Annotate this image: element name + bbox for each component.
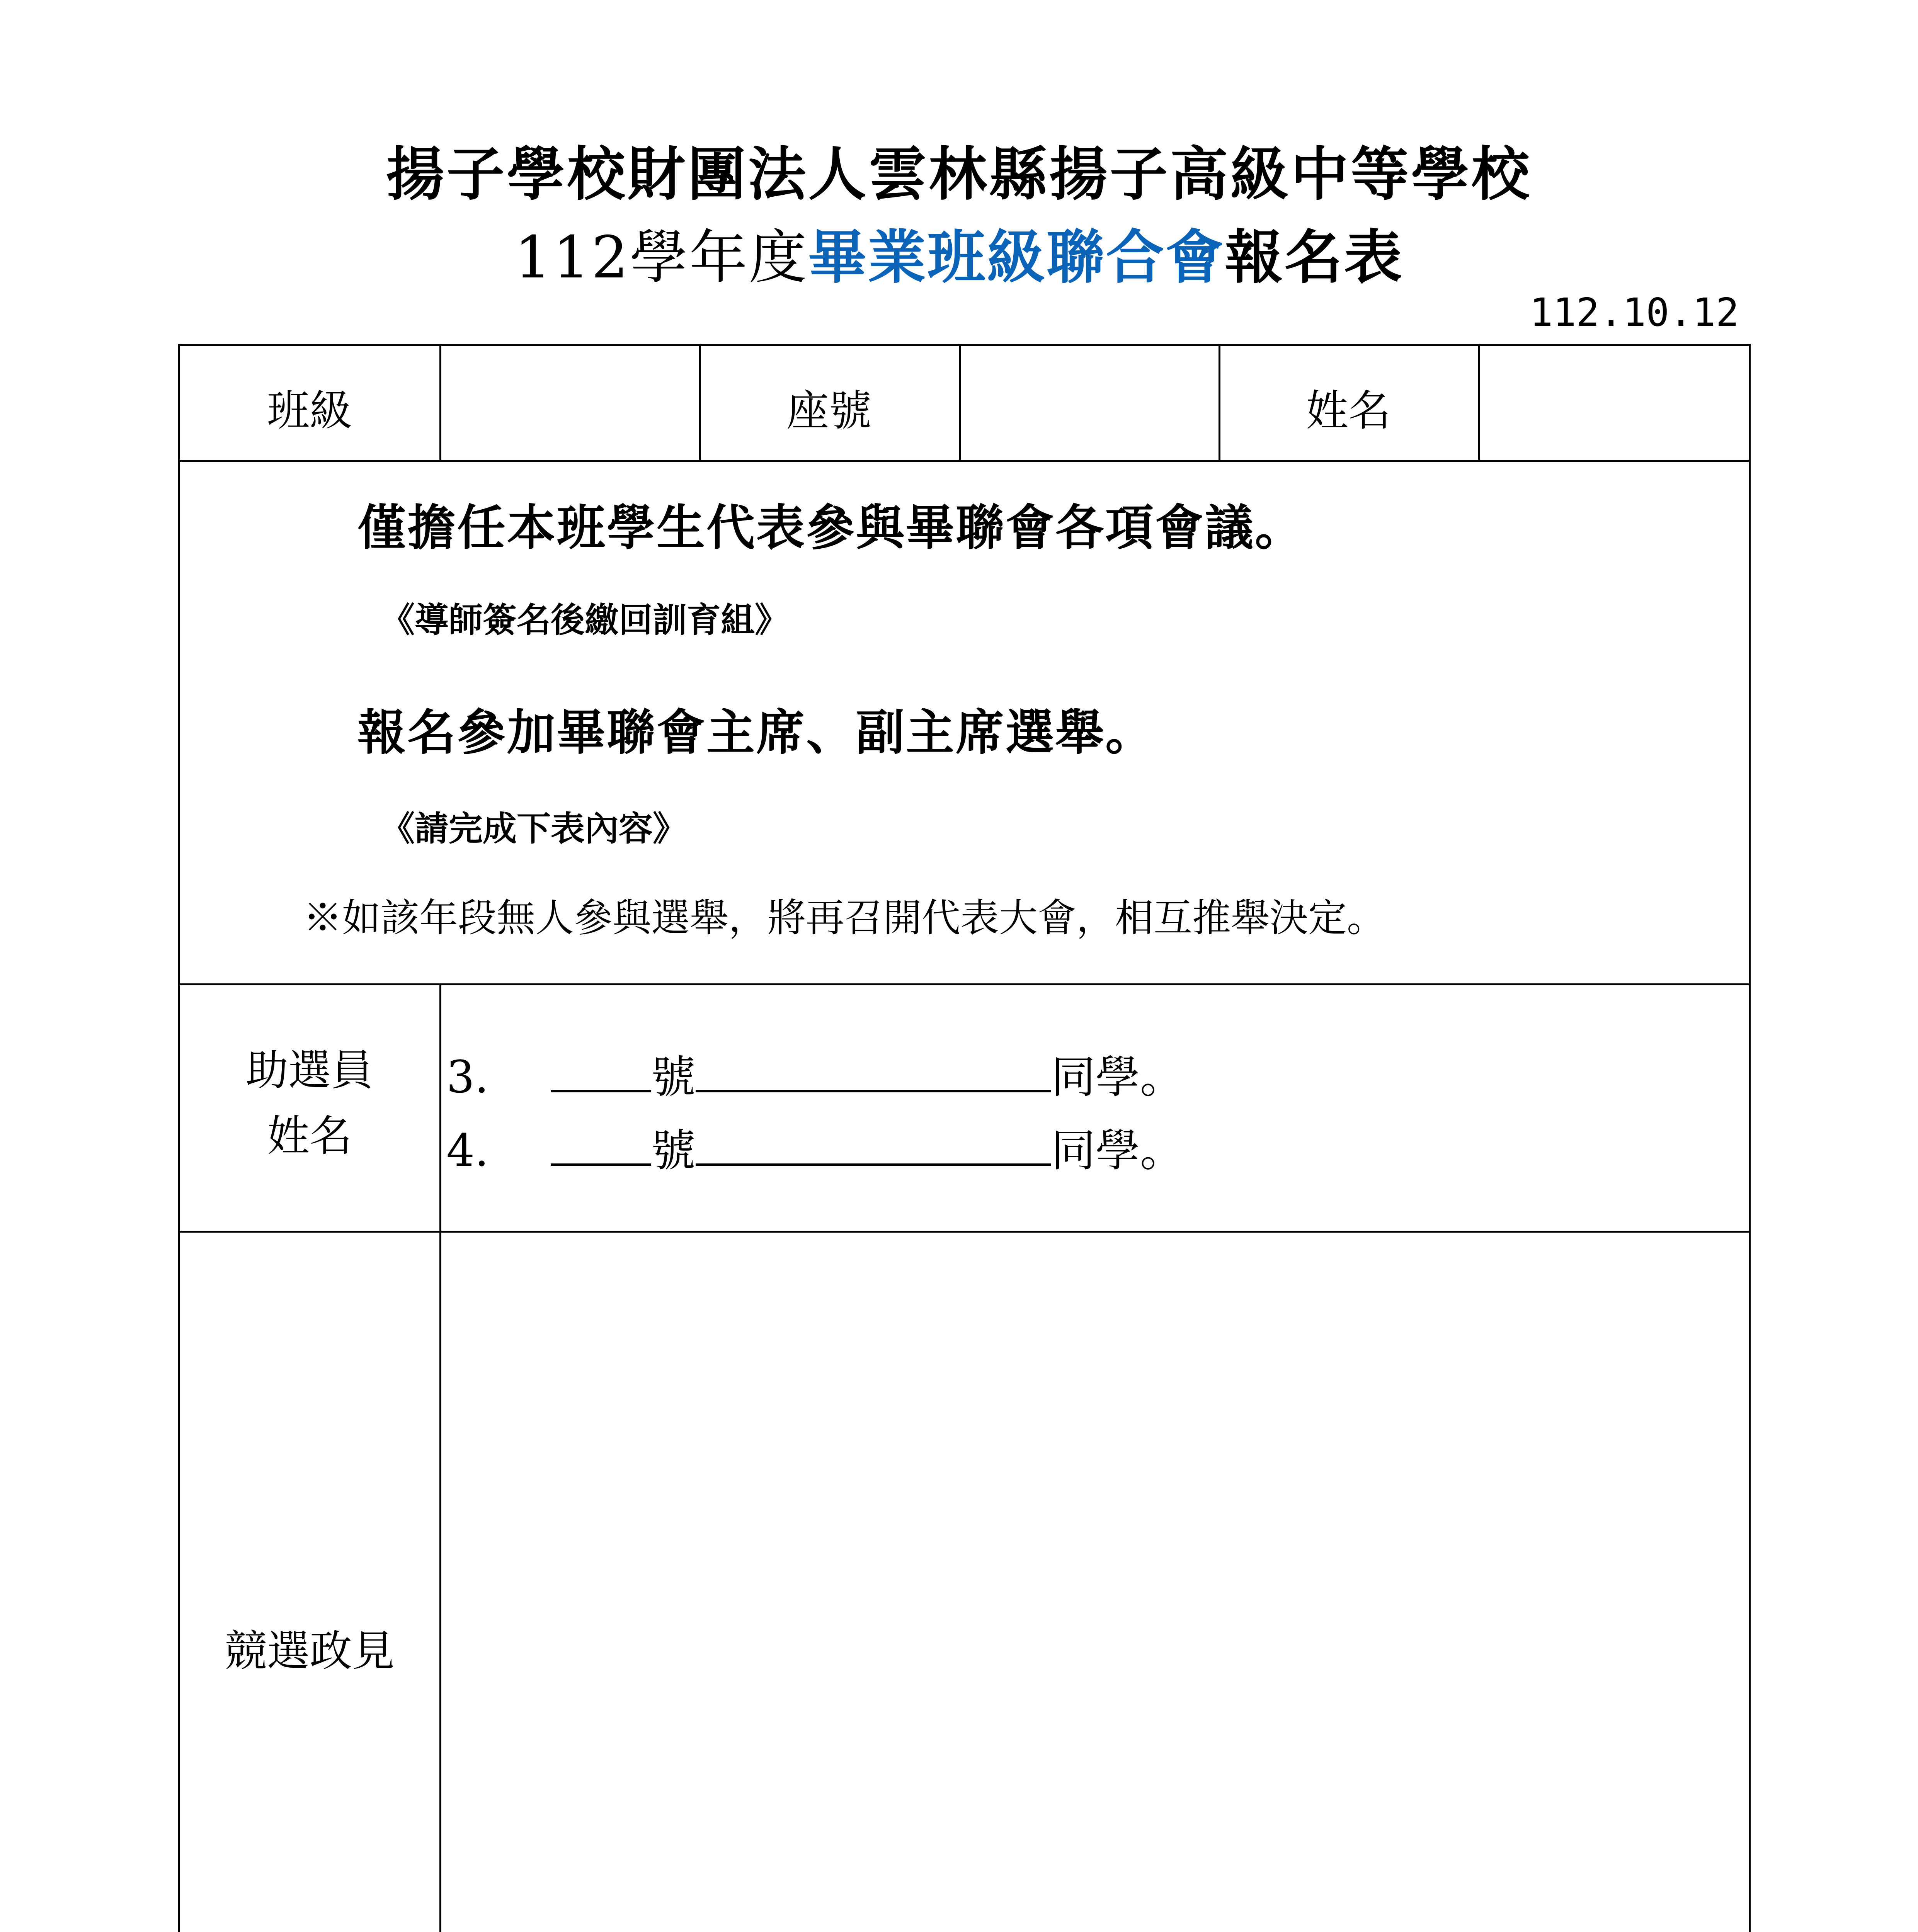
seat-input[interactable] [961,361,1219,446]
name-input[interactable] [1480,361,1735,446]
assistants-label-line1: 助選員 [246,1046,373,1095]
name-label: 姓名 [1306,386,1391,435]
class-label: 班級 [267,386,352,435]
platform-input-area[interactable] [441,1235,1748,1932]
class-input[interactable] [441,361,699,446]
statement-line2: 報名參加畢聯會主席、副主席選舉。 [357,704,1155,761]
assistant-row [446,1115,1184,1179]
assistants-label-line2: 姓名 [267,1111,352,1161]
row-divider [180,460,1749,462]
form-title-year: 112學年度 [514,224,808,291]
assistant-name-blank[interactable] [696,1051,1051,1092]
assistant-row [446,1041,1184,1105]
assistant-suffix: 同學。 [1051,1125,1184,1177]
assistant-seat-blank[interactable] [551,1051,651,1092]
assistant-hao: 號 [651,1125,696,1177]
form-title [0,211,1918,294]
form-date: 112.10.12 [1530,290,1739,335]
statement-line1: 僅擔任本班學生代表參與畢聯會各項會議。 [357,500,1305,556]
statement-line2-note: 《請完成下表內容》 [381,808,687,849]
statement-line1-note: 《導師簽名後繳回訓育組》 [381,600,789,640]
assistant-seat-blank[interactable] [551,1125,651,1166]
assistant-index: 3. [446,1051,489,1103]
form-title-accent: 畢業班級聯合會 [808,223,1225,291]
assistant-name-blank[interactable] [696,1125,1051,1166]
assistant-suffix: 同學。 [1051,1051,1184,1103]
registration-form-table [178,344,1751,1932]
assistant-hao: 號 [651,1051,696,1103]
seat-label: 座號 [786,386,871,435]
platform-label: 競選政見 [225,1626,395,1676]
statement-footnote: ※如該年段無人參與選舉，將再召開代表大會，相互推舉決定。 [303,895,1385,940]
school-title: 揚子學校財團法人雲林縣揚子高級中等學校 [386,140,1532,208]
row-divider [180,983,1749,985]
form-title-suffix: 報名表 [1225,223,1404,291]
assistant-index: 4. [446,1125,489,1177]
assistants-label [180,1037,439,1169]
row-divider [180,1231,1749,1233]
